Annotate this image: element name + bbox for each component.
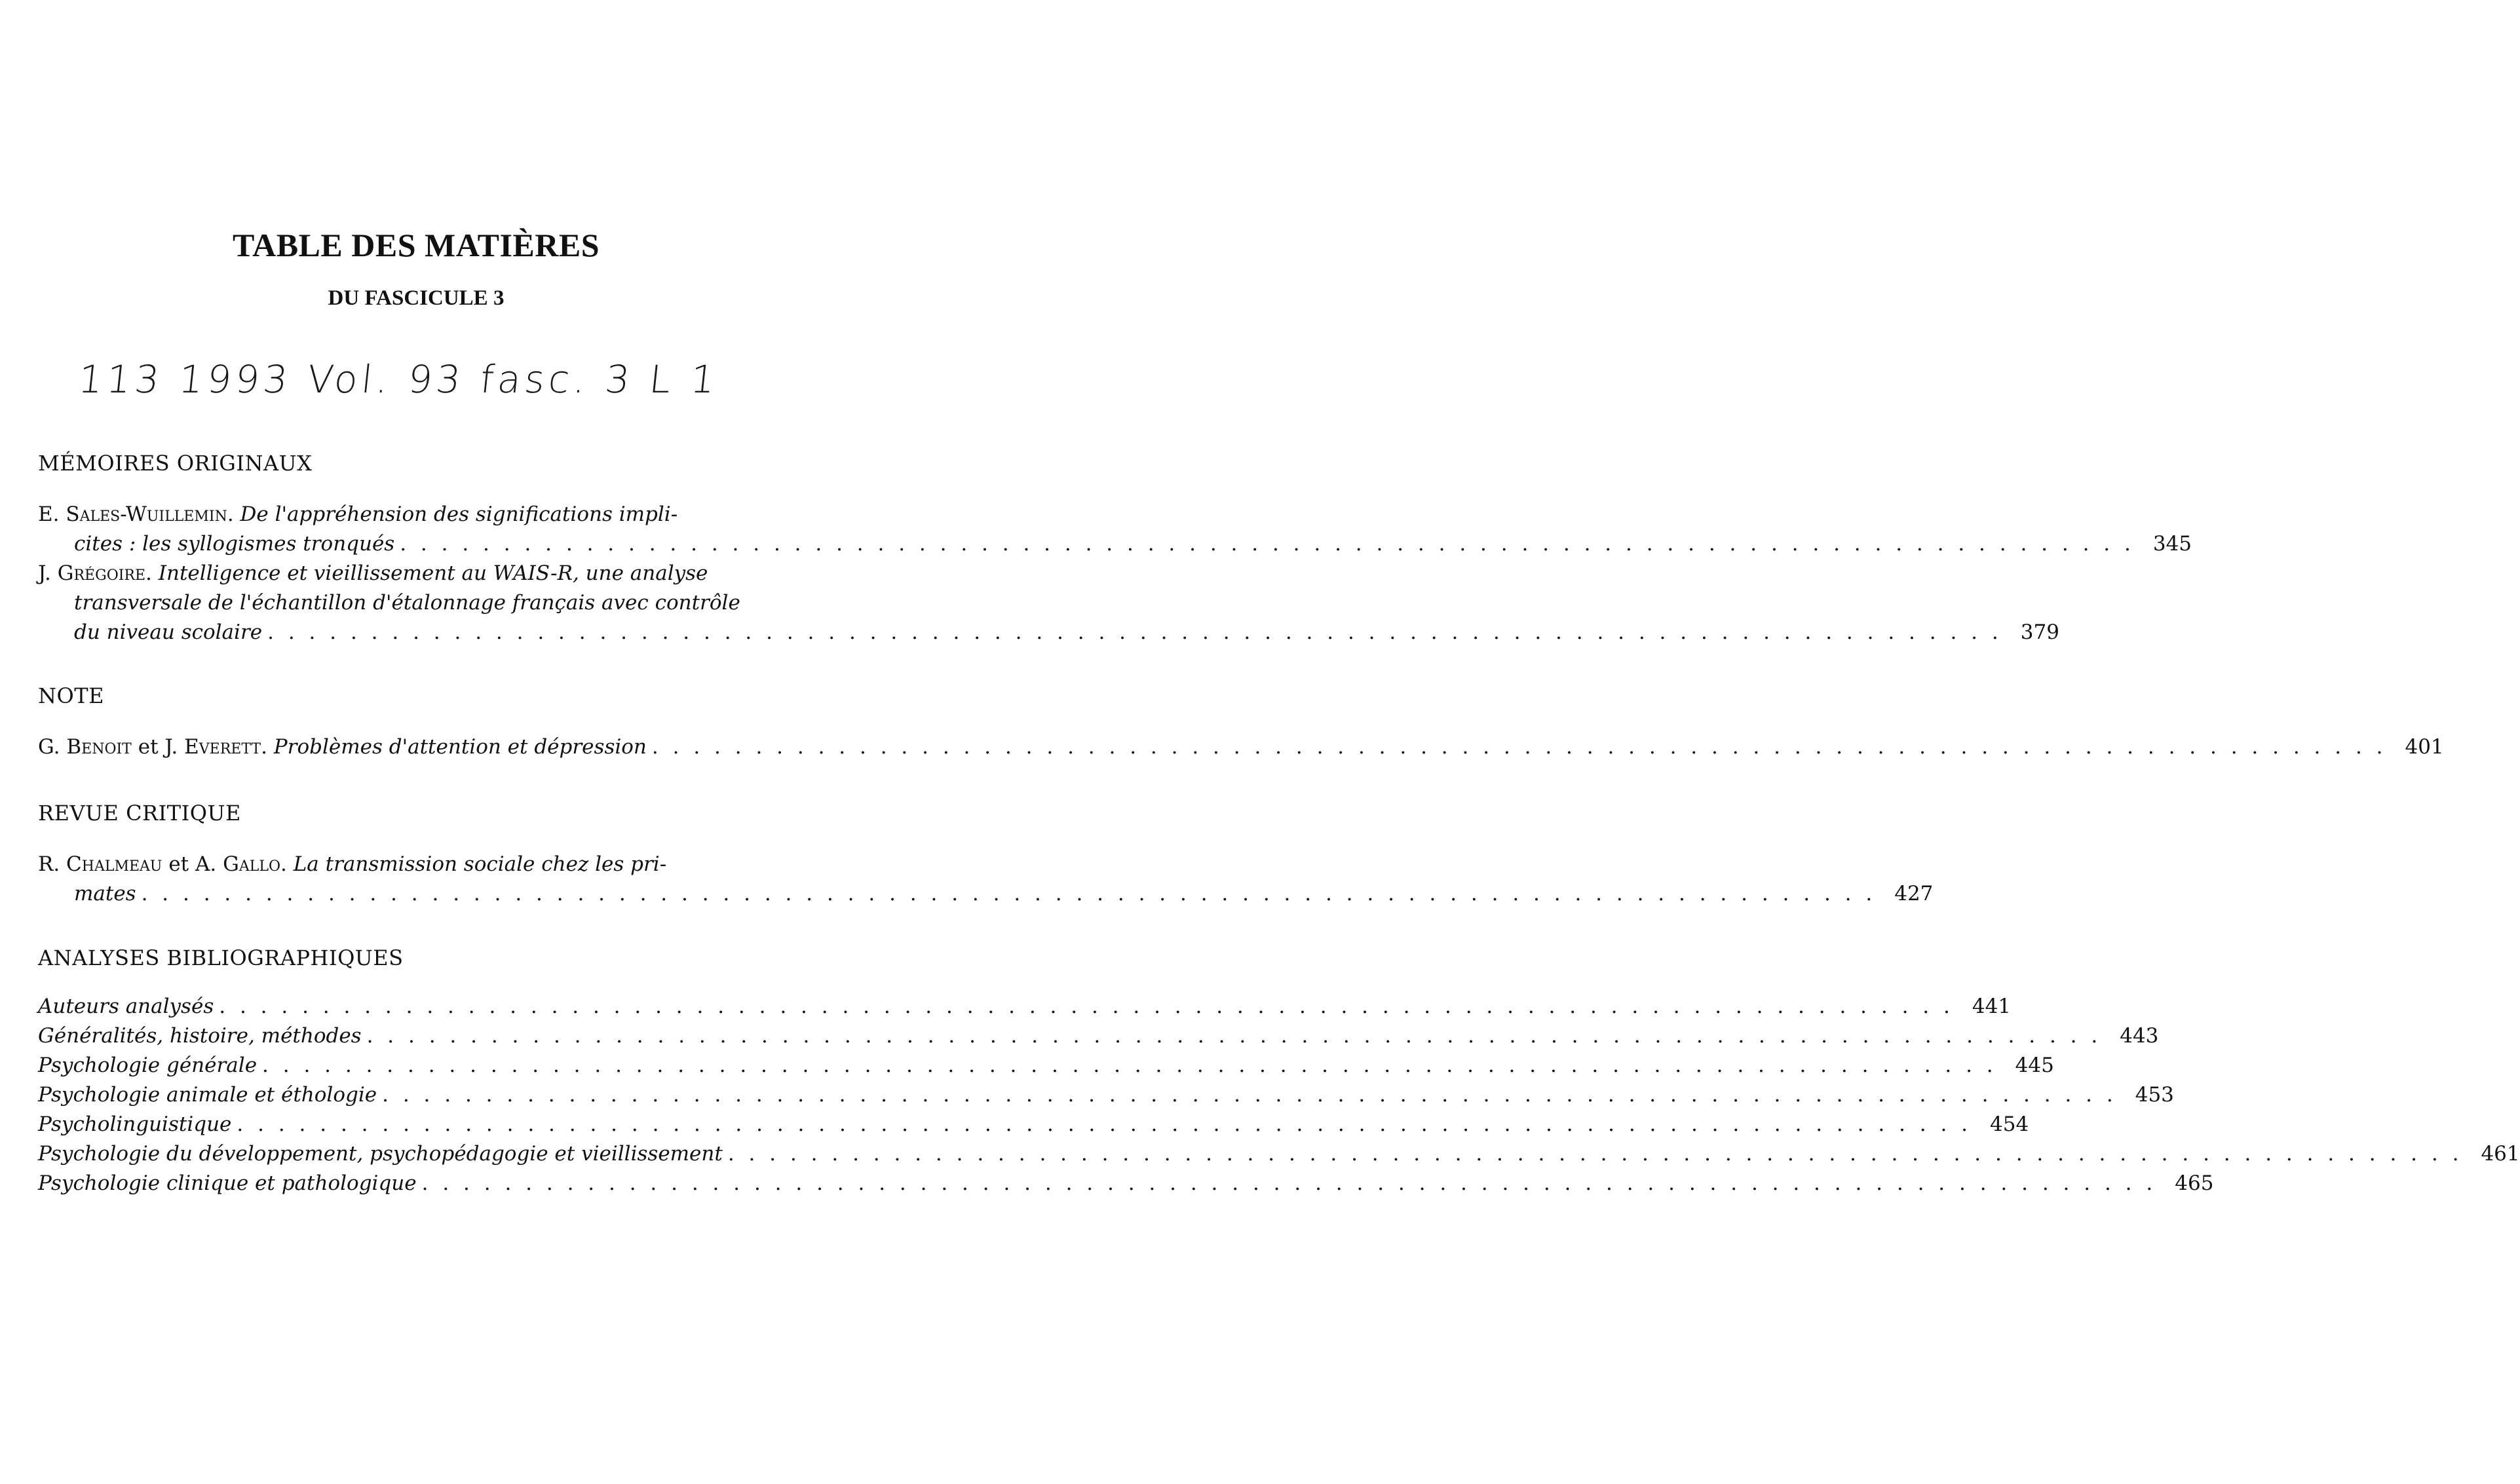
entry-title-line: De l'appréhension des significations impli- — [240, 503, 678, 526]
analyses-list — [38, 995, 2520, 1201]
list-item — [38, 1054, 2054, 1083]
leader-dots: . . . . . . . . . . . . . . . . . . . . . . . . . . . . . . . . . . . . . . . . . . . . . . . . . . . . . . . . . . . . . . . . . . . . . . . . . . . . . . . . . . . . — [651, 735, 2387, 759]
leader-dots: . . . . . . . . . . . . . . . . . . . . . . . . . . . . . . . . . . . . . . . . . . . . . . . . . . . . . . . . . . . . . . . . . . . . . . . . . . . . . . . . . . . . — [267, 620, 2002, 644]
entry-title-line: Intelligence et vieillissement au WAIS-R, une analyse — [158, 561, 708, 585]
entry-author: J. Grégoire. — [38, 561, 152, 585]
list-item — [38, 1142, 2520, 1171]
leader-dots: . . . . . . . . . . . . . . . . . . . . . . . . . . . . . . . . . . . . . . . . . . . . . . . . . . . . . . . . . . . . . . . . . . . . . . . . . . . . . . . . . . . . — [366, 1024, 2102, 1048]
entry-author: A. Gallo. — [195, 852, 287, 876]
entry-page-number: 401 — [2405, 735, 2444, 759]
list-item-label: Psychologie animale et éthologie — [38, 1083, 377, 1107]
entry-author: E. Sales-Wuillemin. — [38, 503, 234, 526]
list-item-label: Auteurs analysés — [38, 995, 214, 1018]
leader-dots: . . . . . . . . . . . . . . . . . . . . . . . . . . . . . . . . . . . . . . . . . . . . . . . . . . . . . . . . . . . . . . . . . . . . . . . . . . . . . . . . . . . . — [141, 882, 1877, 905]
list-item-page: 441 — [1972, 995, 2012, 1018]
entry-title-line: transversale de l'échantillon d'étalonnage français avec contrôle — [74, 591, 740, 615]
entry-author: R. Chalmeau — [38, 852, 162, 876]
entry-author: J. Everett. — [164, 735, 267, 759]
leader-dots: . . . . . . . . . . . . . . . . . . . . . . . . . . . . . . . . . . . . . . . . . . . . . . . . . . . . . . . . . . . . . . . . . . . . . . . . . . . . . . . . . . . . — [219, 995, 1954, 1018]
handwritten-annotation: 113 1993 Vol. 93 fasc. 3 L 1 — [76, 357, 721, 402]
leader-dots: . . . . . . . . . . . . . . . . . . . . . . . . . . . . . . . . . . . . . . . . . . . . . . . . . . . . . . . . . . . . . . . . . . . . . . . . . . . . . . . . . . . . — [400, 532, 2135, 556]
list-item-page: 445 — [2015, 1054, 2054, 1077]
entry-author: G. Benoit — [38, 735, 132, 759]
list-item-page: 461 — [2481, 1142, 2520, 1166]
leader-dots: . . . . . . . . . . . . . . . . . . . . . . . . . . . . . . . . . . . . . . . . . . . . . . . . . . . . . . . . . . . . . . . . . . . . . . . . . . . . . . . . . . . . — [382, 1083, 2117, 1107]
section-heading-memoires: MÉMOIRES ORIGINAUX — [38, 451, 313, 476]
list-item-label: Généralités, histoire, méthodes — [38, 1024, 362, 1048]
page-title: TABLE DES MATIÈRES — [232, 227, 600, 263]
list-item-page: 465 — [2175, 1171, 2214, 1195]
list-item-label: Psycholinguistique — [38, 1113, 232, 1136]
toc-entry-gregoire — [38, 559, 2059, 647]
list-item-page: 454 — [1990, 1113, 2029, 1136]
entry-title-line: du niveau scolaire — [74, 620, 263, 644]
leader-dots: . . . . . . . . . . . . . . . . . . . . . . . . . . . . . . . . . . . . . . . . . . . . . . . . . . . . . . . . . . . . . . . . . . . . . . . . . . . . . . . . . . . . — [262, 1054, 1997, 1077]
list-item — [38, 995, 2012, 1024]
section-heading-note: NOTE — [38, 683, 104, 708]
toc-entry-chalmeau-gallo — [38, 850, 1934, 909]
list-item-label: Psychologie générale — [38, 1054, 258, 1077]
entry-page-number: 427 — [1894, 882, 1934, 905]
list-item — [38, 1171, 2214, 1201]
section-heading-analyses: ANALYSES BIBLIOGRAPHIQUES — [38, 945, 404, 970]
list-item-label: Psychologie du développement, psychopédagogie et vieillissement — [38, 1142, 723, 1166]
list-item — [38, 1083, 2174, 1113]
entry-title-line: mates — [74, 882, 136, 905]
entry-connector: et — [138, 735, 159, 759]
leader-dots: . . . . . . . . . . . . . . . . . . . . . . . . . . . . . . . . . . . . . . . . . . . . . . . . . . . . . . . . . . . . . . . . . . . . . . . . . . . . . . . . . . . . — [237, 1113, 1972, 1136]
list-item — [38, 1024, 2159, 1054]
leader-dots: . . . . . . . . . . . . . . . . . . . . . . . . . . . . . . . . . . . . . . . . . . . . . . . . . . . . . . . . . . . . . . . . . . . . . . . . . . . . . . . . . . . . — [727, 1142, 2463, 1166]
toc-entry-sales-wuillemin — [38, 500, 2192, 559]
entry-title-line: La transmission sociale chez les pri- — [293, 852, 667, 876]
entry-page-number: 345 — [2152, 532, 2192, 556]
section-heading-revue: REVUE CRITIQUE — [38, 801, 241, 826]
list-item-label: Psychologie clinique et pathologique — [38, 1171, 417, 1195]
entry-page-number: 379 — [2020, 620, 2059, 644]
leader-dots: . . . . . . . . . . . . . . . . . . . . . . . . . . . . . . . . . . . . . . . . . . . . . . . . . . . . . . . . . . . . . . . . . . . . . . . . . . . . . . . . . . . . — [421, 1171, 2157, 1195]
page-subtitle: DU FASCICULE 3 — [328, 286, 505, 310]
entry-connector: et — [168, 852, 189, 876]
list-item — [38, 1113, 2029, 1142]
list-item-page: 443 — [2120, 1024, 2159, 1048]
list-item-page: 453 — [2135, 1083, 2174, 1107]
entry-title-line: cites : les syllogismes tronqués — [74, 532, 395, 556]
entry-title-line: Problèmes d'attention et dépression — [273, 735, 647, 759]
toc-entry-benoit-everett — [38, 732, 2444, 762]
